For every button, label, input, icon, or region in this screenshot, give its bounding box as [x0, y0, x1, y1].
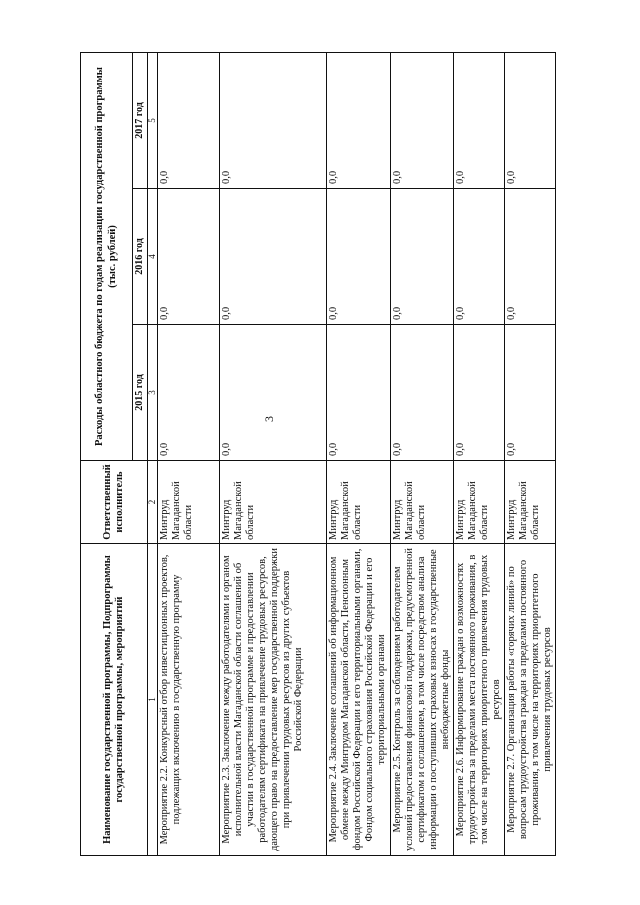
row-value-2016: 0,0	[219, 189, 326, 325]
column-number-1: 1	[147, 544, 157, 856]
table-row	[219, 53, 326, 856]
row-value-2015: 0,0	[505, 325, 556, 461]
row-value-2017: 0,0	[390, 53, 453, 189]
rotated-table-wrapper	[80, 53, 554, 856]
row-value-2017: 0,0	[453, 53, 504, 189]
row-measure-name: Мероприятие 2.2. Конкурсный отбор инвестиционных проектов, подлежащих включению в государственную программу	[157, 544, 219, 856]
column-number-2: 2	[147, 461, 157, 544]
table-row	[390, 53, 453, 856]
row-measure-name: Мероприятие 2.4. Заключение соглашений об информационном обмене между Минтрудом Магаданской области, Пенсионным фондом Российской Федерации и его территориальными органами, Фондом социального страхования Российской Федерации и его территориальными органами	[326, 544, 390, 856]
table-row	[157, 53, 219, 856]
row-measure-name: Мероприятие 2.6. Информирование граждан о возможностях трудоустройства за пределами места постоянного проживания, в том числе на территориях приоритетного привлечения трудовых ресурсов	[453, 544, 504, 856]
row-value-2015: 0,0	[453, 325, 504, 461]
row-value-2016: 0,0	[157, 189, 219, 325]
row-executor: Минтруд Магаданской области	[505, 461, 556, 544]
row-measure-name: Мероприятие 2.5. Контроль за соблюдением работодателем условий предоставления финансовой поддержки, предусмотренной сертификатом и соглашением, в том числе посредством анализа информации о поступивших страховых взносах в государственные внебюджетные фонды	[390, 544, 453, 856]
table-row	[453, 53, 504, 856]
table-row	[326, 53, 390, 856]
row-executor: Минтруд Магаданской области	[453, 461, 504, 544]
row-executor: Минтруд Магаданской области	[219, 461, 326, 544]
header-name: Наименование государственной программы, Подпрограммы государственной программы, мероприятий	[81, 544, 148, 856]
row-executor: Минтруд Магаданской области	[157, 461, 219, 544]
row-value-2017: 0,0	[157, 53, 219, 189]
header-expenses: Расходы областного бюджета по годам реализации государственной программы (тыс. рублей)	[81, 53, 133, 461]
program-expenses-table	[80, 52, 556, 856]
row-value-2017: 0,0	[326, 53, 390, 189]
row-executor: Минтруд Магаданской области	[326, 461, 390, 544]
row-value-2017: 0,0	[219, 53, 326, 189]
row-value-2016: 0,0	[505, 189, 556, 325]
row-value-2017: 0,0	[505, 53, 556, 189]
row-value-2016: 0,0	[453, 189, 504, 325]
page-number: 3	[262, 416, 276, 422]
row-value-2015: 0,0	[219, 325, 326, 461]
row-value-2016: 0,0	[390, 189, 453, 325]
row-value-2015: 0,0	[326, 325, 390, 461]
column-number-4: 4	[147, 189, 157, 325]
header-year-2015: 2015 год	[133, 325, 148, 461]
row-value-2015: 0,0	[157, 325, 219, 461]
row-executor: Минтруд Магаданской области	[390, 461, 453, 544]
header-executor: Ответственный исполнитель	[81, 461, 148, 544]
row-measure-name: Мероприятие 2.7. Организация работы «горячих линий» по вопросам трудоустройства граждан за пределами постоянного проживания, в том числе на территориях приоритетного привлечения трудовых ресурсов	[505, 544, 556, 856]
table-row	[505, 53, 556, 856]
column-number-5: 5	[147, 53, 157, 189]
row-value-2016: 0,0	[326, 189, 390, 325]
header-year-2017: 2017 год	[133, 53, 148, 189]
column-number-3: 3	[147, 325, 157, 461]
header-year-2016: 2016 год	[133, 189, 148, 325]
row-value-2015: 0,0	[390, 325, 453, 461]
row-measure-name: Мероприятие 2.3. Заключение между работодателями и органом исполнительной власти Магаданской области соглашений об участии в государственной программе и предоставлении работодателям сертификата на привлечение трудовых ресурсов, дающего право на предоставление мер государственной поддержки при привлечении трудовых ресурсов из других субъектов Российской Федерации	[219, 544, 326, 856]
